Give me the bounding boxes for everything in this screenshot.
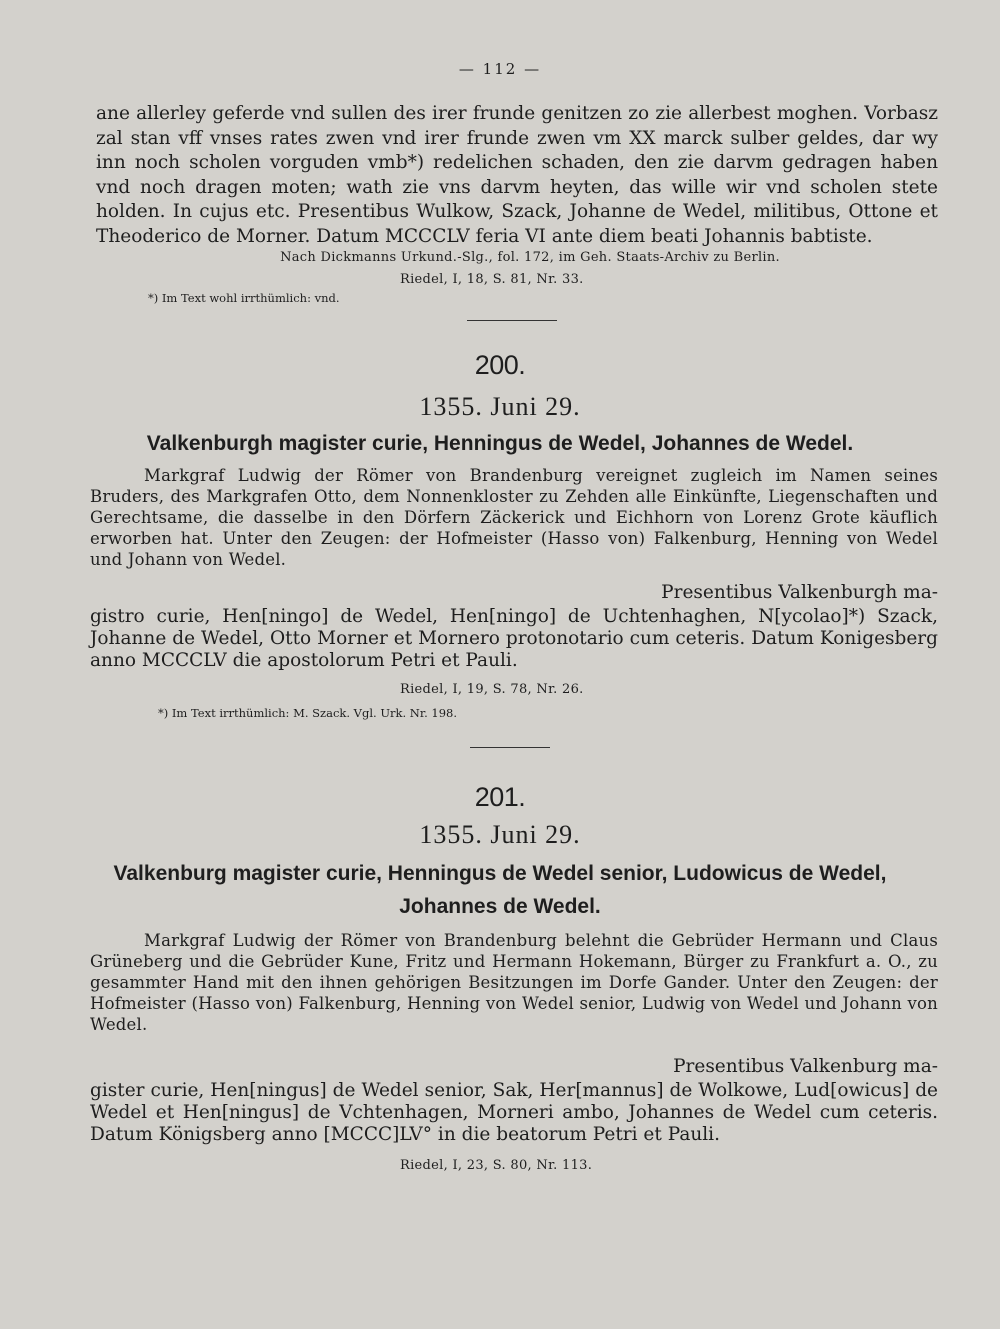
doc-200-latin: gistro curie, Hen[ningo] de Wedel, Hen[ningo] de Uchtenhaghen, N[ycolao]*) Szack, Johanne de Wedel, Otto Morner et Mornero protonotario cum ceteris. Datum Konigesberg anno MCCCLV die apostolorum Petri et Pauli. (90, 606, 938, 671)
doc-201-number: 201. (474, 782, 526, 812)
doc-201-heading-line-2: Johannes de Wedel. (399, 895, 601, 918)
doc-201-latin-start: Presentibus Valkenburg ma- (673, 1056, 938, 1077)
page-number: — 112 — (458, 60, 542, 78)
intro-source-2: Riedel, I, 18, S. 81, Nr. 33. (400, 272, 584, 287)
doc-201-source: Riedel, I, 23, S. 80, Nr. 113. (400, 1158, 593, 1173)
doc-200-date: 1355. Juni 29. (419, 392, 581, 421)
doc-200-heading: Valkenburgh magister curie, Henningus de Wedel, Johannes de Wedel. (146, 432, 854, 455)
doc-201-heading-line-1: Valkenburg magister curie, Henningus de Wedel senior, Ludowicus de Wedel, (113, 862, 887, 885)
doc-200-latin-start: Presentibus Valkenburgh ma- (661, 582, 938, 603)
doc-201-latin: gister curie, Hen[ningus] de Wedel senior, Sak, Her[mannus] de Wolkowe, Lud[owicus] de Wedel et Hen[ningus] de Vchtenhagen, Morneri ambo, Johannes de Wedel cum ceteris. Datum Königsberg anno [MCCC]LV° in die beatorum Petri et Pauli. (90, 1080, 938, 1145)
intro-source-1: Nach Dickmanns Urkund.-Slg., fol. 172, im Geh. Staats-Archiv zu Berlin. (280, 250, 780, 265)
section-divider (467, 320, 557, 321)
intro-footnote: *) Im Text wohl irrthümlich: vnd. (148, 291, 340, 305)
doc-200-summary: Markgraf Ludwig der Römer von Brandenburg vereignet zugleich im Namen seines Bruders, des Markgrafen Otto, dem Nonnenkloster zu Zehden alle Einkünfte, Liegenschaften und Gerechtsame, die dasselbe in den Dörfern Zäckerick und Eichhorn von Lorenz Grote käuflich erworben hat. Unter den Zeugen: der Hofmeister (Hasso von) Falkenburg, Henning von Wedel und Johann von Wedel. (90, 466, 938, 569)
intro-paragraph: ane allerley geferde vnd sullen des irer frunde genitzen zo zie allerbest moghen. Vorbasz zal stan vff vnses rates zwen vnd irer frunde zwen vm XX marck sulber geldes, dar wy inn noch scholen vorguden vmb*) redelichen schaden, den zie darvm gedragen haben vnd noch dragen moten; wath zie vns darvm heyten, das wille wir vnd scholen stete holden. In cujus etc. Presentibus Wulkow, Szack, Johanne de Wedel, militibus, Ottone et Theoderico de Morner. Datum MCCCLV feria VI ante diem beati Johannis babtiste. (96, 103, 938, 247)
section-divider (470, 747, 550, 748)
doc-200-number: 200. (474, 350, 526, 380)
doc-201-date: 1355. Juni 29. (419, 820, 581, 849)
doc-200-footnote: *) Im Text irrthümlich: M. Szack. Vgl. Urk. Nr. 198. (158, 706, 458, 720)
doc-200-source: Riedel, I, 19, S. 78, Nr. 26. (400, 682, 584, 697)
doc-201-summary: Markgraf Ludwig der Römer von Brandenburg belehnt die Gebrüder Hermann und Claus Grüneberg und die Gebrüder Kune, Fritz und Hermann Hokemann, Bürger zu Frankfurt a. O., zu gesammter Hand mit den ihnen gehörigen Besitzungen im Dorfe Gander. Unter den Zeugen: der Hofmeister (Hasso von) Falkenburg, Henning von Wedel senior, Ludwig von Wedel und Johann von Wedel. (90, 931, 938, 1034)
